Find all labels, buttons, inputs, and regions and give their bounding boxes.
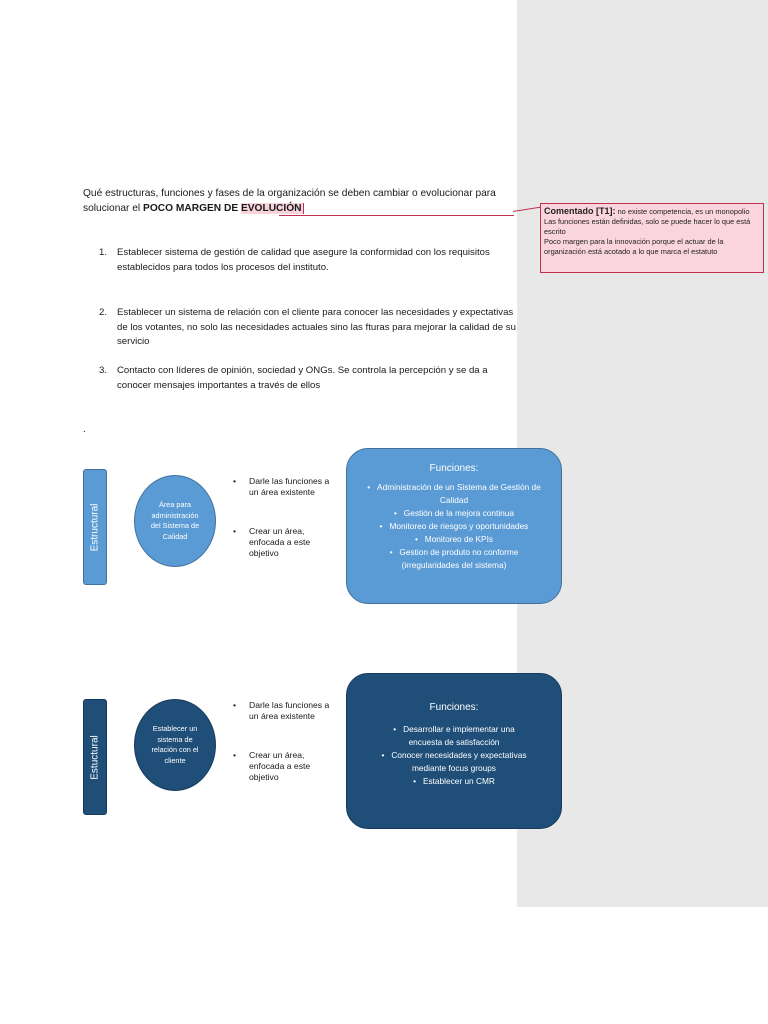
question-line-2	[83, 201, 513, 216]
functions-title: Funciones:	[429, 702, 479, 713]
comment-author: Comentado [T1]:	[544, 206, 616, 216]
list-item	[99, 246, 519, 275]
list-text: Contacto con líderes de opinión, sociedad y ONGs. Se controla la percepción y se da a conocer mensajes importantes a través de ellos	[117, 365, 488, 391]
list-item	[99, 306, 519, 350]
function-item: • Monitoreo de KPIs	[365, 533, 543, 546]
function-item: • Gestion de produto no conforme (irregularidades del sistema)	[365, 546, 543, 572]
structural-bar	[83, 469, 107, 585]
area-circle-text: Área para administración del Sistema de Calidad	[150, 500, 200, 541]
option-bullet: • Darle las funciones a un área existente	[233, 476, 338, 498]
list-text: Establecer un sistema de relación con el cliente para conocer las necesidades y expectativas de los votantes, no solo las necesidades actuales sino las fturas para mejorar la calidad de su servicio	[117, 307, 516, 347]
function-item: • Desarrollar e implementar una encuesta de satisfacción	[381, 723, 527, 749]
functions-title: Funciones:	[429, 463, 479, 474]
function-item: • Gestión de la mejora continua	[365, 507, 543, 520]
question-bold: POCO MARGEN DE	[143, 203, 241, 214]
structural-bar	[83, 699, 107, 815]
function-item: • Establecer un CMR	[381, 775, 527, 788]
option-bullet: • Crear un área, enfocada a este objetivo	[233, 750, 338, 783]
list-number: 3.	[99, 365, 108, 376]
area-circle	[134, 475, 216, 567]
comment-line-1: no existe competencia, es un monopolio	[617, 207, 750, 216]
stray-dot: .	[83, 424, 86, 435]
client-system-circle-text: Establecer un sistema de relación con el cliente	[151, 724, 199, 765]
question-paragraph	[83, 186, 513, 216]
comment-line-2: Las funciones están definidas, solo se puede hacer lo que está escrito	[544, 217, 751, 236]
list-number: 2.	[99, 307, 108, 318]
structural-bar-label: Estuctural	[89, 734, 101, 780]
question-prefix: solucionar el	[83, 203, 144, 214]
structural-bar-label: Estructural	[89, 503, 101, 551]
function-item: • Monitoreo de riesgos y oportunidades	[365, 520, 543, 533]
question-line-1: Qué estructuras, funciones y fases de la organización se deben cambiar o evolucionar para	[83, 188, 496, 199]
option-bullets	[233, 476, 338, 559]
option-bullet: • Crear un área, enfocada a este objetivo	[233, 526, 338, 559]
list-item	[99, 364, 519, 393]
functions-box	[346, 448, 562, 604]
function-item: • Conocer necesidades y expectativas mediante focus groups	[381, 749, 527, 775]
list-number: 1.	[99, 247, 108, 258]
comment-anchor-line	[279, 215, 514, 216]
comment-balloon[interactable]	[540, 203, 764, 273]
list-text: Establecer sistema de gestión de calidad que asegure la conformidad con los requisitos establecidos para todos los procesos del instituto.	[117, 247, 490, 273]
function-item: • Administración de un Sistema de Gestión de Calidad	[365, 481, 543, 507]
client-system-circle	[134, 699, 216, 791]
commented-text-highlight[interactable]: EVOLUCIÓN	[240, 203, 302, 214]
option-bullet: • Darle las funciones a un área existente	[233, 700, 338, 722]
functions-box	[346, 673, 562, 829]
option-bullets	[233, 700, 338, 783]
comment-line-3: Poco margen para la innovación porque el actuar de la organización está acotado a lo que marca el estatuto	[544, 237, 724, 256]
